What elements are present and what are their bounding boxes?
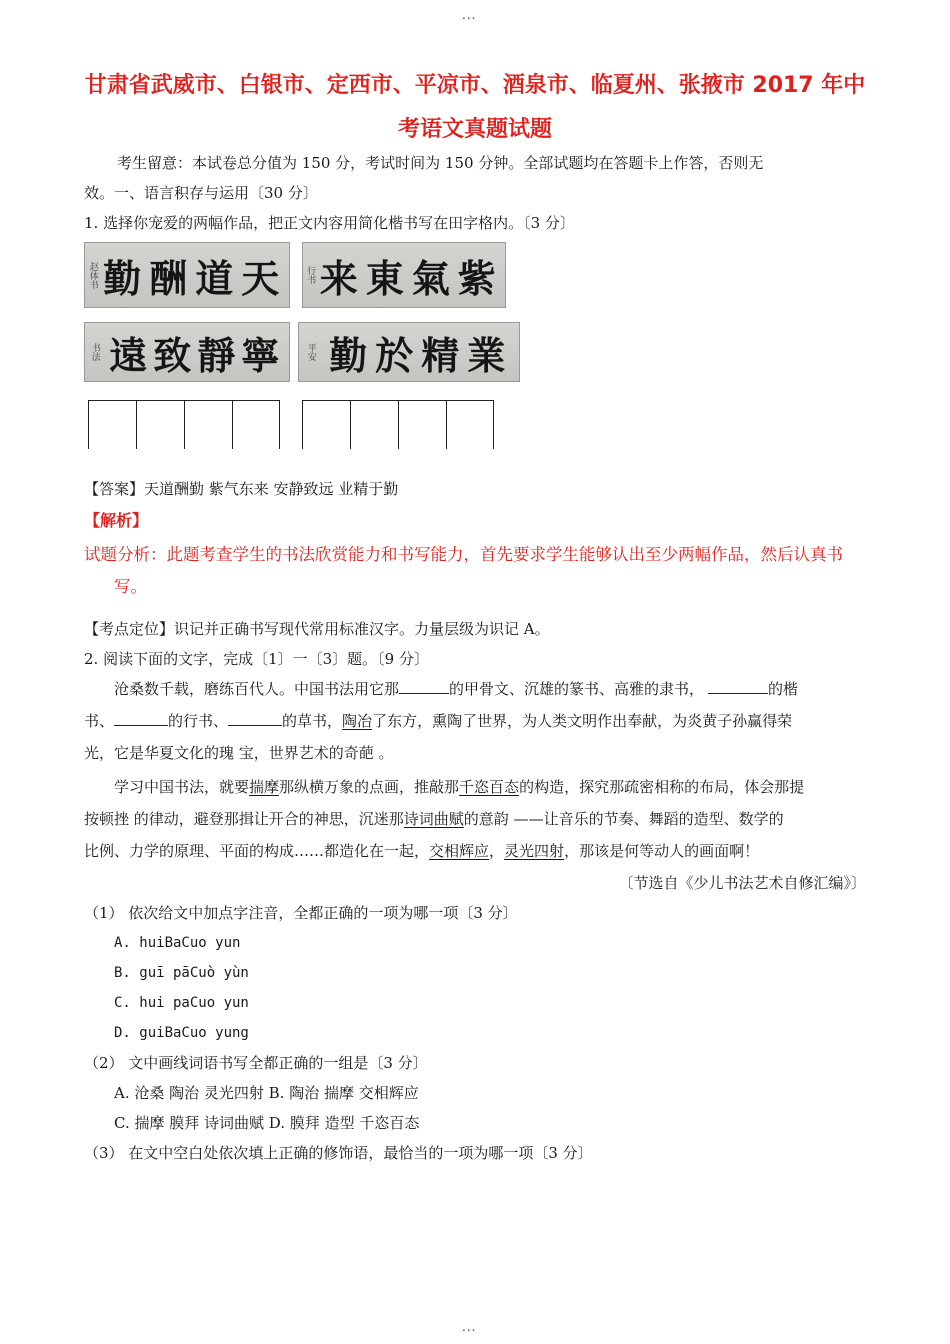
passage-text: 的行书、	[168, 712, 229, 730]
source-citation: 〔节选自《少儿书法艺术自修汇编》〕	[618, 874, 866, 892]
writing-grid-1[interactable]	[88, 400, 280, 449]
question-1: 1. 选择你宠爱的两幅作品，把正文内容用简化楷书写在田字格内。〔3 分〕	[84, 214, 575, 232]
passage-text: 的楷	[768, 680, 799, 698]
calligraphy-chars: 遠致靜寧	[109, 332, 286, 378]
passage-text: 按顿挫 的律动，避登那揖让开合的神思，沉迷那	[84, 810, 404, 828]
answer-1: 【答案】天道酬勤 紫气东来 安静致远 业精于勤	[84, 480, 399, 498]
footer-dots: ...	[462, 1320, 477, 1334]
underlined-word: 揣摩	[249, 778, 280, 796]
calligraphy-seal: 赵体书	[87, 261, 98, 289]
passage-text: 那纵横万象的点画，推敲那	[279, 778, 460, 796]
passage-text: 了东方，熏陶了世界，为人类文明作出奉献，为炎黄子孙赢得荣	[372, 712, 793, 730]
passage-p1-line-3: 光，它是华夏文化的瑰 宝，世界艺术的奇葩 。	[84, 744, 394, 762]
option-2cd[interactable]: C. 揣摩 膜拜 诗词曲赋 D. 膜拜 造型 千恣百态	[114, 1114, 420, 1132]
calligraphy-chars: 勤酬道天	[103, 255, 288, 301]
underlined-word: 灵光四射	[504, 842, 565, 860]
analysis-line-1: 试题分析：此题考查学生的书法欣赏能力和书写能力，首先要求学生能够认出至少两幅作品，然后认真书	[84, 545, 843, 564]
option-1b[interactable]: B. guī pāCuò yùn	[114, 965, 249, 981]
notice-line-1: 考生留意：本试卷总分值为 150 分，考试时间为 150 分钟。全部试题均在答题卡上作答，否则无	[117, 154, 764, 172]
calligraphy-seal: 书法	[89, 343, 100, 361]
underlined-word: 交相辉应	[429, 842, 490, 860]
passage-text: 书、	[84, 712, 115, 730]
calligraphy-seal: 行书	[305, 266, 316, 284]
passage-p2-line-1	[114, 776, 804, 798]
calligraphy-seal: 平安	[305, 343, 316, 361]
title-line-2: 考语文真题试题	[397, 117, 552, 142]
title-line-1: 甘肃省武威市、白银市、定西市、平凉市、酒泉市、临夏州、张掖市 2017 年中	[84, 73, 866, 98]
fill-blank-4[interactable]	[228, 711, 282, 726]
passage-text: ，	[489, 842, 505, 860]
underlined-word: 诗词曲赋	[403, 810, 464, 828]
passage-p1-line-2	[84, 710, 792, 732]
passage-p1-line-1	[114, 678, 798, 700]
calligraphy-image-2[interactable]	[302, 242, 506, 308]
passage-text: 沧桑数千载，磨练百代人。中国书法用它那	[114, 680, 400, 698]
passage-text: 的草书，	[282, 712, 343, 730]
fill-blank-2[interactable]	[708, 679, 768, 694]
fill-blank-1[interactable]	[399, 679, 449, 694]
fill-blank-3[interactable]	[114, 711, 168, 726]
sub-question-3-stem: （3） 在文中空白处依次填上正确的修饰语，最恰当的一项为哪一项〔3 分〕	[84, 1144, 593, 1162]
calligraphy-chars: 勤於精業	[329, 332, 514, 378]
header-dots: ...	[462, 8, 477, 22]
passage-text: 的构造，探究那疏密相称的布局，体会那提	[519, 778, 805, 796]
underlined-word: 陶冶	[342, 712, 373, 730]
calligraphy-image-4[interactable]	[298, 322, 520, 382]
passage-text: ，那该是何等动人的画面啊！	[564, 842, 760, 860]
sub-question-1-stem: （1） 依次给文中加点字注音，全都正确的一项为哪一项〔3 分〕	[84, 904, 518, 922]
underlined-word: 千恣百态	[459, 778, 520, 796]
analysis-line-2: 写。	[114, 577, 147, 596]
passage-text: 学习中国书法，就要	[114, 778, 250, 796]
question-2: 2. 阅读下面的文字，完成〔1〕一〔3〕题。〔9 分〕	[84, 650, 429, 668]
analysis-label: 【解析】	[84, 511, 149, 530]
passage-text: 的甲骨文、沉雄的篆书、高雅的隶书，	[449, 680, 705, 698]
calligraphy-image-1[interactable]	[84, 242, 290, 308]
calligraphy-image-3[interactable]	[84, 322, 290, 382]
option-1d[interactable]: D. guiBaCuo yung	[114, 1025, 249, 1041]
passage-text: 的意韵 ——让音乐的节奏、舞蹈的造型、数学的	[463, 810, 784, 828]
writing-grid-2[interactable]	[302, 400, 494, 449]
notice-line-2: 效。一、语言积存与运用〔30 分〕	[84, 184, 318, 202]
passage-text: 比例、力学的原理、平面的构成……都造化在一起，	[84, 842, 430, 860]
option-1a[interactable]: A. huiBaCuo yun	[114, 935, 241, 951]
kaodian: 【考点定位】识记并正确书写现代常用标准汉字。力量层级为识记 A。	[84, 620, 550, 638]
option-2ab[interactable]: A. 沧桑 陶治 灵光四射 B. 陶治 揣摩 交相辉应	[114, 1084, 419, 1102]
option-1c[interactable]: C. hui paCuo yun	[114, 995, 249, 1011]
passage-p2-line-3	[84, 840, 759, 862]
sub-question-2-stem: （2） 文中画线词语书写全都正确的一组是〔3 分〕	[84, 1054, 428, 1072]
passage-p2-line-2	[84, 808, 784, 830]
calligraphy-chars: 来東氣紫	[319, 255, 504, 301]
